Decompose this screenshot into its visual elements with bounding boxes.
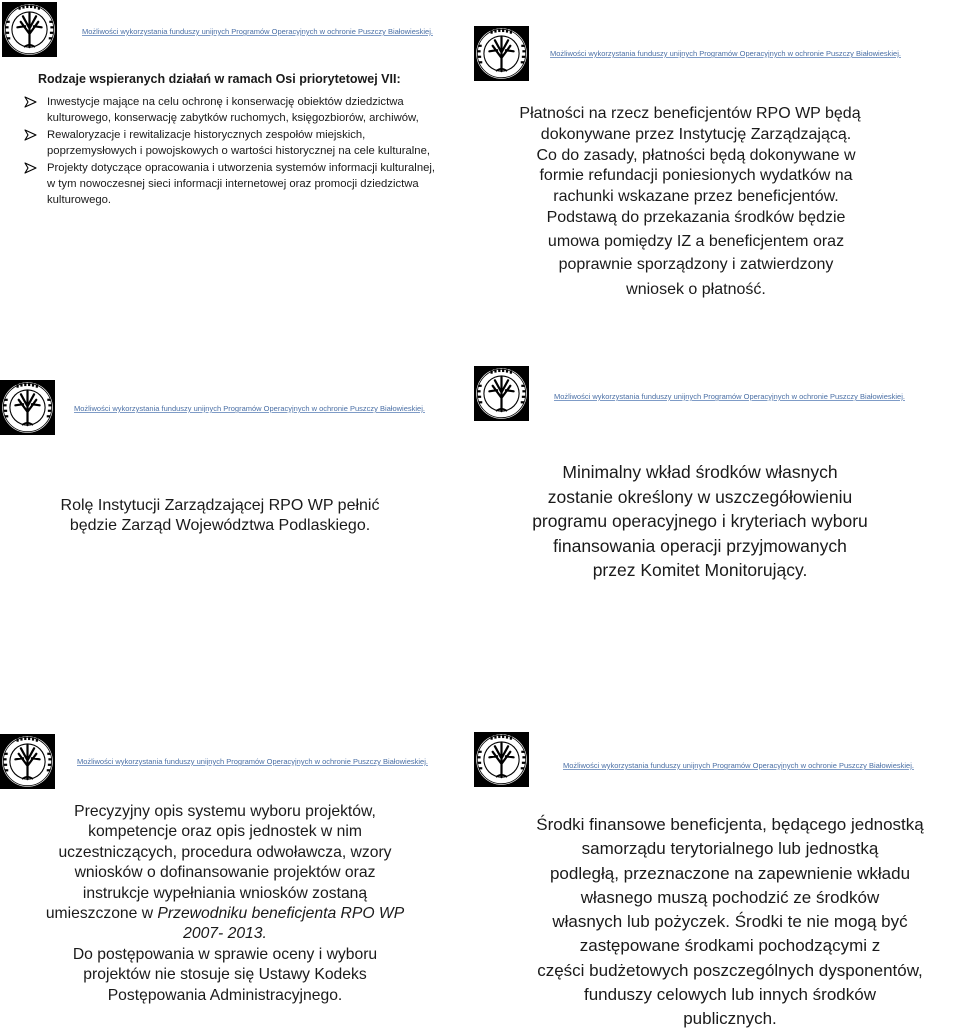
slide-header: Możliwości wykorzystania funduszy unijnych Programów Operacyjnych w ochronie Puszczy Białowieskiej. [82,27,433,36]
text-line: podległą, przeznaczone na zapewnienie wkładu [549,863,911,883]
guide-years: 2007- 2013. [183,925,267,943]
text-line: samorządu terytorialnego lub jednostką [581,839,879,859]
emblem-logo-icon [0,734,55,789]
text-line: finansowania operacji przyjmowanych [553,535,847,556]
text-line: Precyzyjny opis systemu wyboru projektów, [74,803,376,820]
slide-body [500,460,900,583]
slide-5 [0,700,480,1026]
text-line: wniosków o dofinansowanie projektów oraz [74,864,376,882]
text-segment: umieszczone w [45,905,158,923]
text-line: zostanie określony w uszczegółowieniu [547,486,853,507]
text-line: funduszy celowych lub innych środków [584,985,876,1005]
text-line: rachunki wskazane przez beneficjentów. [553,188,839,206]
bullet-text: Inwestycje mające na celu ochronę i konserwację obiektów dziedzictwa kulturowego, konserwację zabytków ruchomych, księgozbiorów, archiwów, [47,96,419,125]
emblem-logo-icon [0,380,55,435]
text-line: Minimalny wkład środków własnych [562,462,838,482]
text-line: Środki finansowe beneficjenta, będącego jednostką [536,815,924,834]
slide-1 [0,0,480,340]
slide-header: Możliwości wykorzystania funduszy unijnych Programów Operacyjnych w ochronie Puszczy Białowieskiej. [77,757,428,766]
text-line: części budżetowych poszczególnych dysponentów, [537,960,923,980]
text-line: Co do zasady, płatności będą dokonywane w [536,146,856,164]
arrow-bullet-icon [24,129,37,141]
text-line: przez Komitet Monitorujący. [592,560,808,580]
slide-header: Możliwości wykorzystania funduszy unijnych Programów Operacyjnych w ochronie Puszczy Białowieskiej. [563,761,914,770]
text-line: Do postępowania w sprawie oceny i wyboru [72,945,378,963]
slide-header: Możliwości wykorzystania funduszy unijnych Programów Operacyjnych w ochronie Puszczy Białowieskiej. [74,404,425,413]
text-line: zastępowane środkami pochodzącymi z [579,936,881,956]
slide-body [498,813,960,1032]
text-line: poprawnie sporządzony i zatwierdzony [558,255,834,273]
list-item [24,160,444,209]
text-line: kompetencje oraz opis jednostek w nim [88,823,362,841]
guide-title: Przewodniku beneficjenta RPO WP [157,905,405,923]
emblem-logo-icon [474,26,529,81]
emblem-logo-icon [474,366,529,421]
slide-body [20,496,420,536]
slide-2 [480,0,960,340]
bullet-list [24,94,444,209]
text-line: programu operacyjnego i kryteriach wyboru [532,511,868,531]
slide-title: Rodzaje wspieranych działań w ramach Osi priorytetowej VII: [38,72,401,86]
text-line: będzie Zarząd Województwa Podlaskiego. [69,517,371,534]
slide-6 [480,700,960,1029]
slide-4 [480,350,960,690]
text-line: Postępowania Administracyjnego. [107,986,343,1004]
slide-header: Możliwości wykorzystania funduszy unijnych Programów Operacyjnych w ochronie Puszczy Białowieskiej. [550,49,901,58]
slide-header: Możliwości wykorzystania funduszy unijnych Programów Operacyjnych w ochronie Puszczy Białowieskiej. [554,392,905,401]
text-line: instrukcje wypełniania wniosków zostaną [82,884,368,902]
text-line [10,904,440,924]
emblem-logo-icon [474,732,529,787]
text-line: umowa pomiędzy IZ a beneficjentem oraz [547,232,845,250]
text-line: własnego muszą pochodzić ze środków [580,887,880,907]
text-line: dokonywane przez Instytucję Zarządzającą. [540,125,852,143]
text-line: uczestniczących, procedura odwoławcza, wzory [58,843,392,861]
slide-body [10,802,440,1006]
list-item [24,127,444,160]
text-line: własnych lub pożyczek. Środki te nie mogą być [552,912,908,932]
text-line: Rolę Instytucji Zarządzającej RPO WP pełnić [60,497,380,514]
bullet-text: Projekty dotyczące opracowania i utworzenia systemów informacji kulturalnej, w tym nowoczesnej sieci informacji internetowej oraz promocji dziedzictwa kulturowego. [47,161,436,207]
arrow-bullet-icon [24,96,37,108]
list-item [24,94,444,127]
text-line: formie refundacji poniesionych wydatków na [539,167,853,185]
text-line: wniosek o płatność. [626,281,766,299]
emblem-logo-icon [2,2,57,57]
text-line: Podstawą do przekazania środków będzie [546,208,846,226]
arrow-bullet-icon [24,162,37,174]
text-line: publicznych. [683,1009,777,1029]
bullet-text: Rewaloryzacje i rewitalizacje historycznych zespołów miejskich, poprzemysłowych i powojskowych o wartości historycznej na cele kulturalne, [47,128,431,158]
text-line: projektów nie stosuje się Ustawy Kodeks [83,966,367,984]
slide-3 [0,350,480,690]
slide-body [506,104,886,301]
text-line: Płatności na rzecz beneficjentów RPO WP będą [519,105,861,122]
